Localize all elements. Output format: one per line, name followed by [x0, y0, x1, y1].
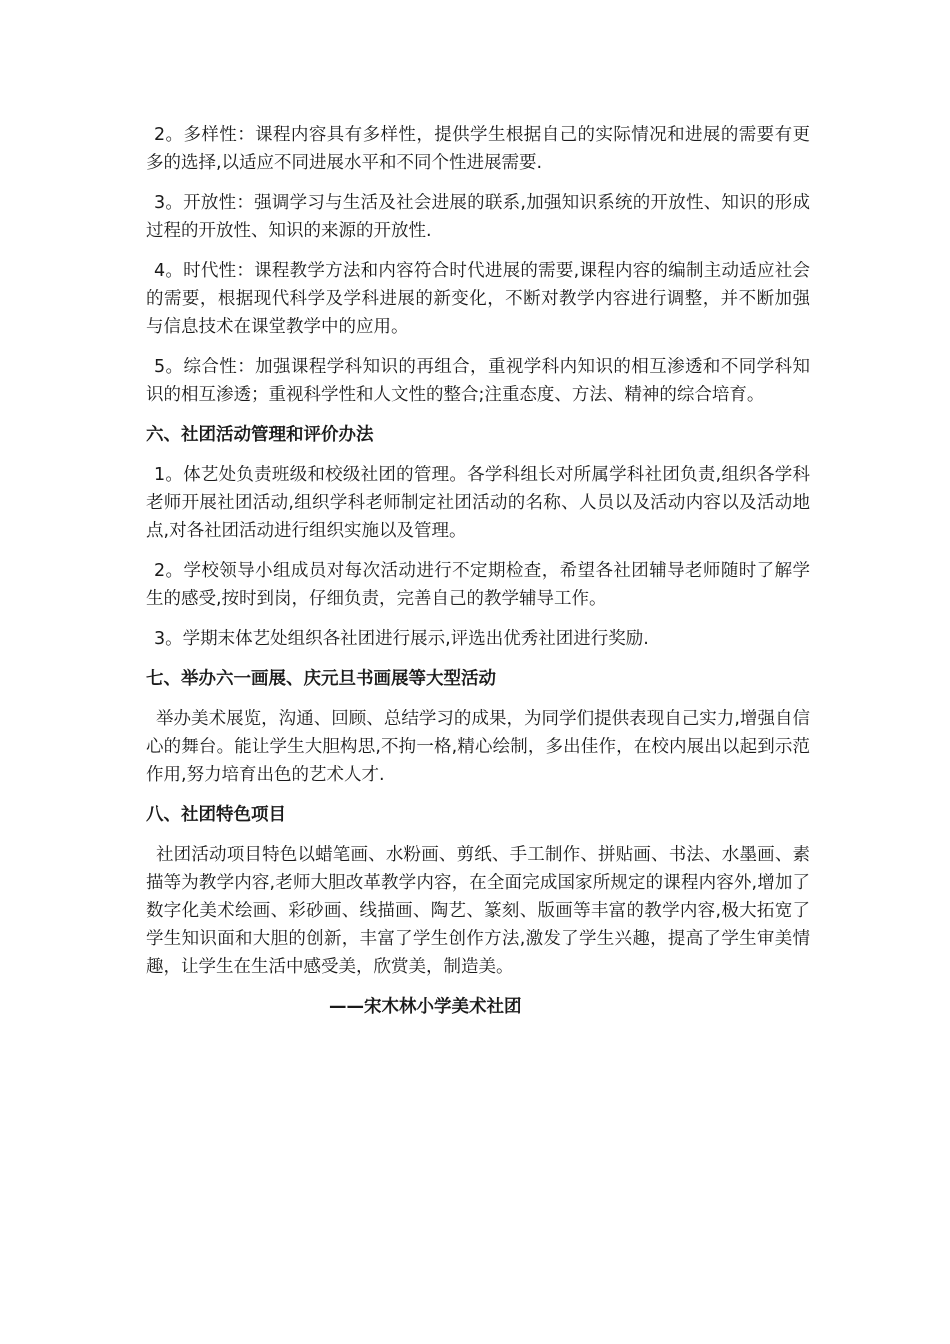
document-signature: ——宋木林小学美术社团: [329, 997, 522, 1017]
paragraph-exhibitions: 举办美术展览，沟通、回顾、总结学习的成果，为同学们提供表现自己实力,增强自信心的舞台。能让学生大胆构思,不拘一格,精心绘制，多出佳作，在校内展出以起到示范作用,努力培育出色的艺术人才.: [146, 709, 810, 785]
section-heading-exhibitions: 七、举办六一画展、庆元旦书画展等大型活动: [146, 669, 496, 689]
section-heading-features: 八、社团特色项目: [146, 805, 286, 825]
paragraph-openness: 3。开放性：强调学习与生活及社会进展的联系,加强知识系统的开放性、知识的形成过程的开放性、知识的来源的开放性.: [146, 193, 810, 241]
paragraph-timeliness: 4。时代性：课程教学方法和内容符合时代进展的需要,课程内容的编制主动适应社会的需要，根据现代科学及学科进展的新变化，不断对教学内容进行调整，并不断加强与信息技术在课堂教学中的应用。: [146, 261, 810, 337]
paragraph-management-1: 1。体艺处负责班级和校级社团的管理。各学科组长对所属学科社团负责,组织各学科老师开展社团活动,组织学科老师制定社团活动的名称、人员以及活动内容以及活动地点,对各社团活动进行组织实施以及管理。: [146, 465, 810, 541]
paragraph-management-3: 3。学期末体艺处组织各社团进行展示,评选出优秀社团进行奖励.: [154, 629, 649, 649]
document-page: [146, 121, 810, 1021]
paragraph-features: 社团活动项目特色以蜡笔画、水粉画、剪纸、手工制作、拼贴画、书法、水墨画、素描等为教学内容,老师大胆改革教学内容，在全面完成国家所规定的课程内容外,增加了数字化美术绘画、彩砂画、线描画、陶艺、篆刻、版画等丰富的教学内容,极大拓宽了学生知识面和大胆的创新，丰富了学生创作方法,激发了学生兴趣，提高了学生审美情趣，让学生在生活中感受美，欣赏美，制造美。: [146, 845, 810, 977]
paragraph-diversity: 2。多样性：课程内容具有多样性，提供学生根据自己的实际情况和进展的需要有更多的选择,以适应不同进展水平和不同个性进展需要.: [146, 125, 810, 173]
paragraph-management-2: 2。学校领导小组成员对每次活动进行不定期检查，希望各社团辅导老师随时了解学生的感受,按时到岗，仔细负责，完善自己的教学辅导工作。: [146, 561, 810, 609]
paragraph-comprehensiveness: 5。综合性：加强课程学科知识的再组合，重视学科内知识的相互渗透和不同学科知识的相互渗透；重视科学性和人文性的整合;注重态度、方法、精神的综合培育。: [146, 357, 810, 405]
section-heading-management: 六、社团活动管理和评价办法: [146, 425, 374, 445]
